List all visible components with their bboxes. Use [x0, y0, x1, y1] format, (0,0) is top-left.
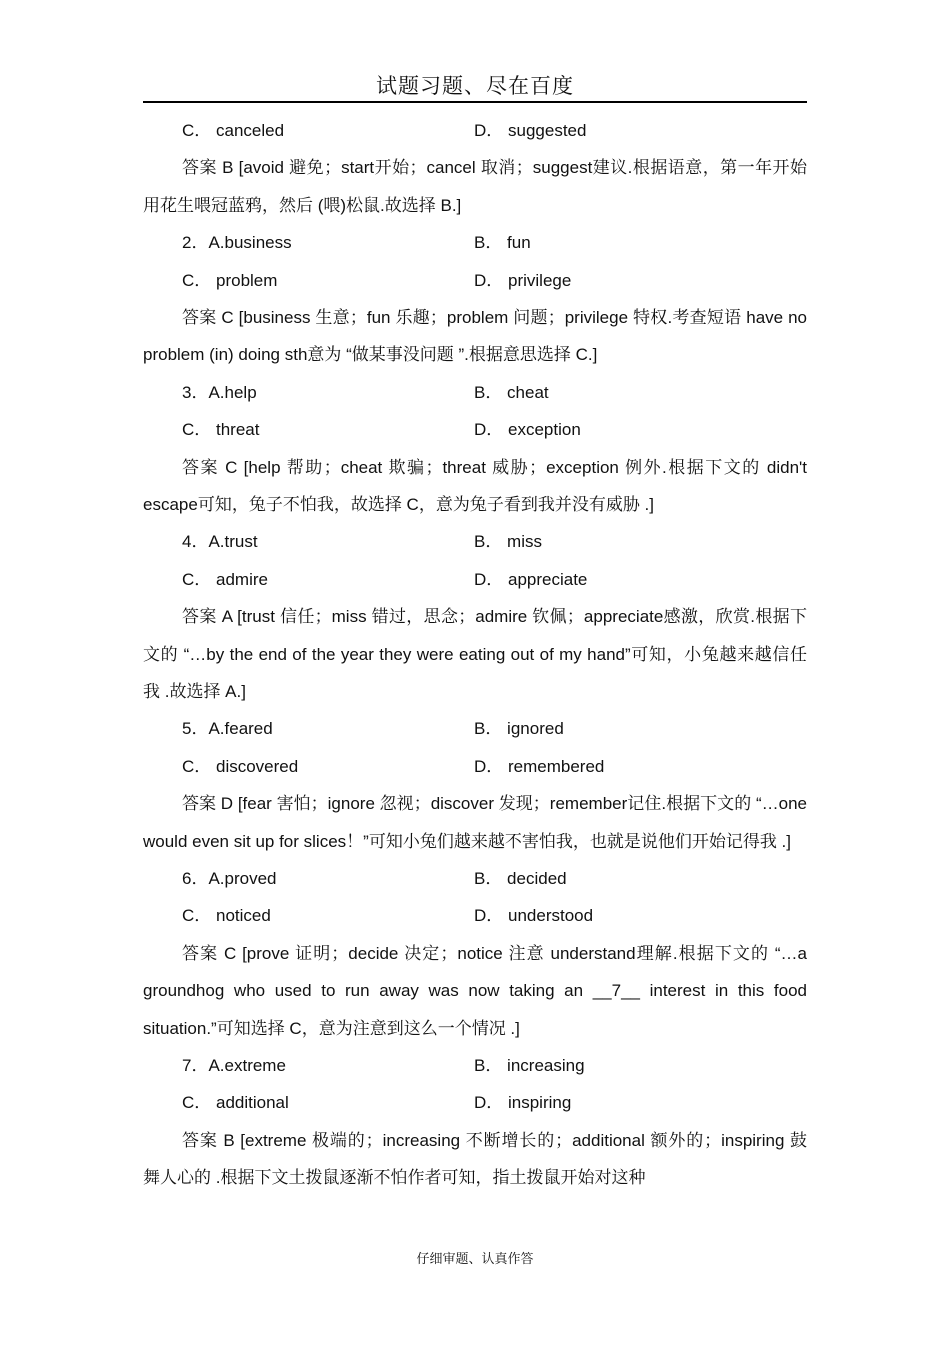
option-a: 2．A.business	[182, 233, 292, 253]
answer-explanation: 答案 D [fear 害怕；ignore 忽视；discover 发现；remember记住.根据下文的 “…one would even sit up for slices！”可知小兔们越来越不害怕我，也就是说他们开始记得我 .]	[143, 794, 807, 851]
option-c: C． noticed	[182, 906, 271, 926]
option-row	[143, 1047, 807, 1084]
option-row	[143, 224, 807, 261]
option-a: 6．A.proved	[182, 868, 277, 888]
header-divider	[143, 101, 807, 103]
answer-explanation: 答案 B [extreme 极端的；increasing 不断增长的；additional 额外的；inspiring 鼓舞人心的 .根据下文土拨鼠逐渐不怕作者可知，指土拨鼠开始对这种	[143, 1130, 807, 1188]
option-row	[143, 374, 807, 411]
option-b: B． ignored	[474, 719, 564, 739]
option-row	[143, 897, 807, 934]
option-d: D． suggested	[474, 121, 587, 140]
page-header-title: 试题习题、尽在百度	[376, 74, 574, 98]
option-b: B． fun	[474, 233, 531, 253]
option-b: B． cheat	[474, 382, 549, 402]
option-row	[143, 748, 807, 785]
page-footer: 仔细审题、认真作答	[416, 1252, 534, 1267]
answer-explanation: 答案 C [business 生意；fun 乐趣；problem 问题；privilege 特权.考查短语 have no problem (in) doing sth意为 “做某事没问题 ”.根据意思选择 C.]	[143, 307, 807, 365]
option-c: C． canceled	[182, 121, 285, 140]
option-a: 3．A.help	[182, 382, 257, 402]
option-row	[143, 523, 807, 560]
option-row	[143, 860, 807, 897]
option-b: B． miss	[474, 532, 542, 552]
answer-explanation: 答案 A [trust 信任；miss 错过，思念；admire 钦佩；appreciate感激，欣赏.根据下文的 “…by the end of the year they were eating out of my hand”可知，小兔越来越信任我 .故选择 A.]	[143, 607, 807, 701]
document-body	[143, 112, 807, 1197]
option-d: D． exception	[474, 420, 581, 440]
option-d: D． privilege	[474, 270, 572, 290]
option-b: B． increasing	[474, 1055, 585, 1075]
option-d: D． remembered	[474, 756, 605, 776]
answer-explanation: 答案 B [avoid 避免；start开始；cancel 取消；suggest建议.根据语意，第一年开始用花生喂冠蓝鸦，然后 (喂)松鼠.故选择 B.]	[143, 158, 807, 215]
option-row	[143, 112, 807, 149]
option-c: C． additional	[182, 1093, 289, 1113]
option-c: C． discovered	[182, 756, 299, 776]
option-b: B． decided	[474, 868, 567, 888]
option-a: 5．A.feared	[182, 719, 273, 739]
option-row	[143, 262, 807, 299]
option-d: D． understood	[474, 906, 594, 926]
option-row	[143, 561, 807, 598]
option-c: C． threat	[182, 420, 260, 440]
option-d: D． appreciate	[474, 569, 588, 589]
option-a: 4．A.trust	[182, 532, 258, 552]
option-d: D． inspiring	[474, 1093, 572, 1113]
option-row	[143, 411, 807, 448]
option-a: 7．A.extreme	[182, 1055, 286, 1075]
answer-explanation: 答案 C [help 帮助；cheat 欺骗；threat 威胁；exception 例外.根据下文的 didn't escape可知，兔子不怕我，故选择 C，意为兔子看到我并没有威胁 .]	[143, 457, 807, 514]
option-row	[143, 1084, 807, 1121]
option-c: C． admire	[182, 569, 268, 589]
option-c: C． problem	[182, 270, 278, 290]
answer-explanation: 答案 C [prove 证明；decide 决定；notice 注意 understand理解.根据下文的 “…a groundhog who used to run away was now taking an __7__ interest in this food situation.”可知选择 C，意为注意到这么一个情况 .]	[143, 943, 807, 1038]
option-row	[143, 710, 807, 747]
